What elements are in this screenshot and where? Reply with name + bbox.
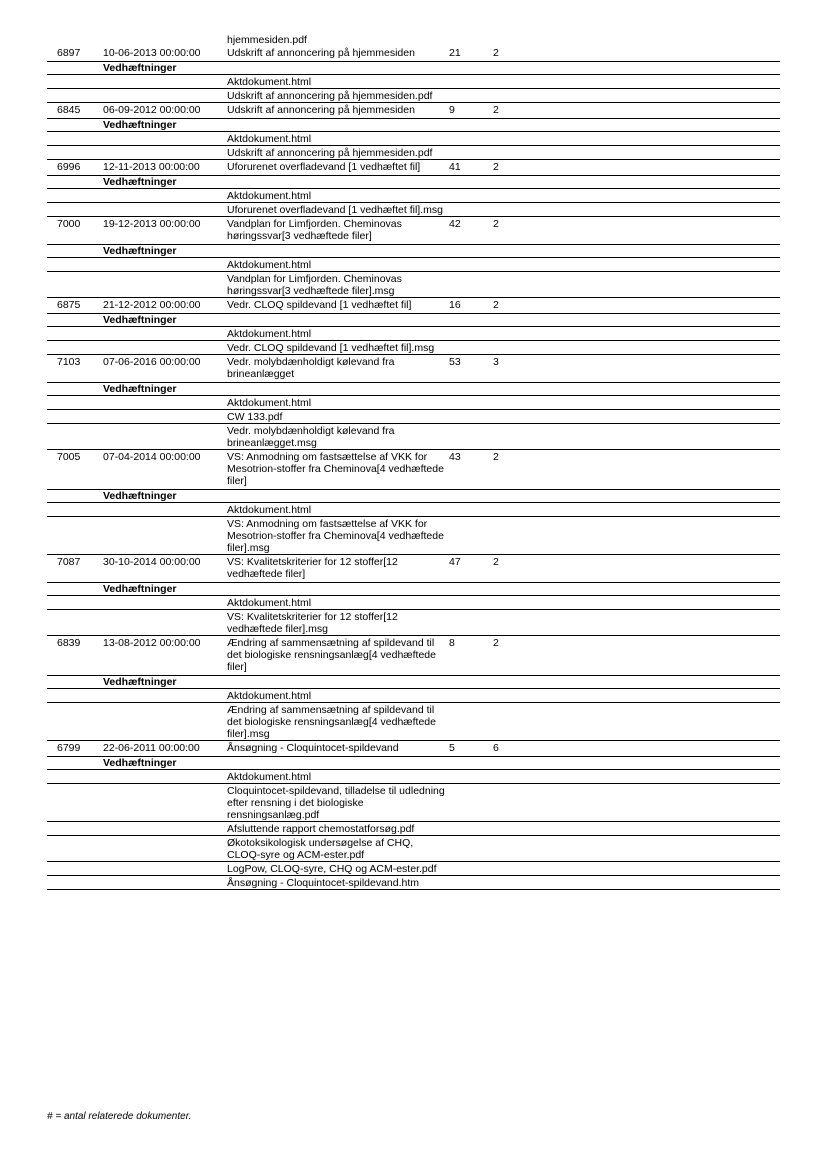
document-row — [47, 450, 780, 490]
document-row — [47, 46, 780, 62]
empty-cell — [449, 314, 493, 327]
empty-cell — [103, 836, 227, 862]
empty-cell — [493, 676, 780, 689]
empty-cell — [449, 596, 493, 610]
document-id: 7087 — [47, 555, 103, 583]
empty-cell — [449, 784, 493, 822]
empty-cell — [227, 62, 449, 75]
attachment-filename: Cloquintocet-spildevand, tilladelse til udledning efter rensning i det biologiske rensningsanlæg.pdf — [227, 784, 449, 822]
attachment-filename: Aktdokument.html — [227, 75, 449, 89]
related-count: 21 — [449, 46, 493, 62]
document-number: 2 — [493, 636, 780, 676]
empty-cell — [493, 189, 780, 203]
empty-cell — [103, 610, 227, 636]
empty-cell — [449, 503, 493, 517]
attachment-filename: Aktdokument.html — [227, 396, 449, 410]
related-count: 9 — [449, 103, 493, 119]
document-row — [47, 298, 780, 314]
attachments-header-row — [47, 245, 780, 258]
attachment-filename: CW 133.pdf — [227, 410, 449, 424]
document-id: 6897 — [47, 46, 103, 62]
document-number: 2 — [493, 217, 780, 245]
empty-cell — [47, 770, 103, 784]
document-number: 3 — [493, 355, 780, 383]
empty-cell — [493, 383, 780, 396]
attachment-filename: Aktdokument.html — [227, 503, 449, 517]
empty-cell — [493, 862, 780, 876]
document-date: 19-12-2013 00:00:00 — [103, 217, 227, 245]
empty-cell — [449, 490, 493, 503]
document-date: 10-06-2013 00:00:00 — [103, 46, 227, 62]
attachments-label: Vedhæftninger — [103, 119, 227, 132]
empty-cell — [449, 689, 493, 703]
empty-cell — [449, 822, 493, 836]
attachment-row — [47, 703, 780, 741]
attachments-header-row — [47, 176, 780, 189]
empty-cell — [47, 327, 103, 341]
attachment-row — [47, 410, 780, 424]
empty-cell — [493, 132, 780, 146]
document-id: 6845 — [47, 103, 103, 119]
empty-cell — [449, 189, 493, 203]
document-title: Ånsøgning - Cloquintocet-spildevand — [227, 741, 449, 757]
document-date: 22-06-2011 00:00:00 — [103, 741, 227, 757]
attachment-row — [47, 503, 780, 517]
empty-cell — [493, 272, 780, 298]
empty-cell — [493, 689, 780, 703]
document-number: 2 — [493, 555, 780, 583]
empty-cell — [493, 146, 780, 160]
empty-cell — [493, 503, 780, 517]
empty-cell — [449, 383, 493, 396]
empty-cell — [47, 132, 103, 146]
attachment-row — [47, 596, 780, 610]
attachment-filename: VS: Kvalitetskriterier for 12 stoffer[12 vedhæftede filer].msg — [227, 610, 449, 636]
documents-table-body — [47, 46, 780, 890]
attachments-header-row — [47, 676, 780, 689]
document-title: Vandplan for Limfjorden. Cheminovas høringssvar[3 vedhæftede filer] — [227, 217, 449, 245]
empty-cell — [449, 757, 493, 770]
empty-cell — [103, 503, 227, 517]
attachments-header-row — [47, 62, 780, 75]
empty-cell — [493, 314, 780, 327]
empty-cell — [47, 341, 103, 355]
empty-cell — [103, 689, 227, 703]
attachment-filename: Vandplan for Limfjorden. Cheminovas høringssvar[3 vedhæftede filer].msg — [227, 272, 449, 298]
attachment-filename: Ånsøgning - Cloquintocet-spildevand.htm — [227, 876, 449, 890]
attachments-label: Vedhæftninger — [103, 583, 227, 596]
empty-cell — [47, 583, 103, 596]
document-row — [47, 555, 780, 583]
attachments-label: Vedhæftninger — [103, 245, 227, 258]
attachments-header-row — [47, 119, 780, 132]
empty-cell — [47, 396, 103, 410]
document-id: 6799 — [47, 741, 103, 757]
attachment-filename: Udskrift af annoncering på hjemmesiden.pdf — [227, 89, 449, 103]
empty-cell — [47, 62, 103, 75]
attachment-filename: Økotoksikologisk undersøgelse af CHQ, CLOQ-syre og ACM-ester.pdf — [227, 836, 449, 862]
empty-cell — [493, 610, 780, 636]
empty-cell — [103, 396, 227, 410]
document-row — [47, 103, 780, 119]
empty-cell — [47, 822, 103, 836]
empty-cell — [103, 410, 227, 424]
empty-cell — [493, 396, 780, 410]
fragment-text: hjemmesiden.pdf — [227, 34, 307, 46]
empty-cell — [103, 189, 227, 203]
document-row — [47, 355, 780, 383]
empty-cell — [449, 424, 493, 450]
empty-cell — [493, 583, 780, 596]
attachments-label: Vedhæftninger — [103, 383, 227, 396]
empty-cell — [449, 341, 493, 355]
empty-cell — [449, 119, 493, 132]
document-number: 2 — [493, 298, 780, 314]
attachment-filename: Ændring af sammensætning af spildevand til det biologiske rensningsanlæg[4 vedhæftede filer].msg — [227, 703, 449, 741]
document-date: 06-09-2012 00:00:00 — [103, 103, 227, 119]
documents-table — [47, 46, 780, 890]
attachment-row — [47, 689, 780, 703]
document-row — [47, 217, 780, 245]
footnote: # = antal relaterede dokumenter. — [47, 1111, 192, 1122]
empty-cell — [103, 876, 227, 890]
attachments-label: Vedhæftninger — [103, 757, 227, 770]
empty-cell — [47, 784, 103, 822]
attachment-row — [47, 396, 780, 410]
empty-cell — [227, 490, 449, 503]
document-date: 12-11-2013 00:00:00 — [103, 160, 227, 176]
empty-cell — [493, 784, 780, 822]
document-number: 2 — [493, 450, 780, 490]
empty-cell — [103, 424, 227, 450]
empty-cell — [449, 676, 493, 689]
document-date: 07-04-2014 00:00:00 — [103, 450, 227, 490]
attachments-label: Vedhæftninger — [103, 676, 227, 689]
empty-cell — [493, 703, 780, 741]
document-table-container — [47, 34, 780, 890]
attachment-row — [47, 89, 780, 103]
empty-cell — [449, 62, 493, 75]
empty-cell — [227, 757, 449, 770]
attachment-row — [47, 784, 780, 822]
empty-cell — [47, 383, 103, 396]
empty-cell — [449, 862, 493, 876]
attachment-row — [47, 770, 780, 784]
attachment-filename: Aktdokument.html — [227, 596, 449, 610]
related-count: 53 — [449, 355, 493, 383]
related-count: 42 — [449, 217, 493, 245]
empty-cell — [449, 203, 493, 217]
attachment-filename: LogPow, CLOQ-syre, CHQ og ACM-ester.pdf — [227, 862, 449, 876]
empty-cell — [449, 396, 493, 410]
empty-cell — [103, 822, 227, 836]
empty-cell — [47, 876, 103, 890]
empty-cell — [47, 245, 103, 258]
empty-cell — [493, 410, 780, 424]
document-title: Ændring af sammensætning af spildevand til det biologiske rensningsanlæg[4 vedhæftede filer] — [227, 636, 449, 676]
empty-cell — [449, 703, 493, 741]
empty-cell — [493, 327, 780, 341]
empty-cell — [47, 689, 103, 703]
empty-cell — [493, 517, 780, 555]
document-row — [47, 636, 780, 676]
document-id: 6996 — [47, 160, 103, 176]
empty-cell — [493, 119, 780, 132]
empty-cell — [103, 596, 227, 610]
empty-cell — [103, 203, 227, 217]
empty-cell — [47, 176, 103, 189]
document-title: Vedr. CLOQ spildevand [1 vedhæftet fil] — [227, 298, 449, 314]
document-number: 6 — [493, 741, 780, 757]
empty-cell — [47, 503, 103, 517]
related-count: 5 — [449, 741, 493, 757]
empty-cell — [103, 327, 227, 341]
empty-cell — [227, 119, 449, 132]
attachments-header-row — [47, 490, 780, 503]
attachment-filename: Afsluttende rapport chemostatforsøg.pdf — [227, 822, 449, 836]
empty-cell — [493, 822, 780, 836]
empty-cell — [449, 327, 493, 341]
document-id: 7103 — [47, 355, 103, 383]
empty-cell — [449, 517, 493, 555]
document-title: Udskrift af annoncering på hjemmesiden — [227, 46, 449, 62]
empty-cell — [47, 424, 103, 450]
empty-cell — [47, 596, 103, 610]
empty-cell — [103, 770, 227, 784]
empty-cell — [493, 258, 780, 272]
empty-cell — [493, 876, 780, 890]
attachment-filename: Vedr. molybdænholdigt kølevand fra brineanlægget.msg — [227, 424, 449, 450]
empty-cell — [103, 341, 227, 355]
attachment-row — [47, 327, 780, 341]
document-number: 2 — [493, 160, 780, 176]
empty-cell — [493, 203, 780, 217]
empty-cell — [449, 410, 493, 424]
empty-cell — [47, 203, 103, 217]
attachment-row — [47, 132, 780, 146]
attachment-row — [47, 189, 780, 203]
empty-cell — [493, 62, 780, 75]
empty-cell — [493, 490, 780, 503]
empty-cell — [103, 75, 227, 89]
document-date: 13-08-2012 00:00:00 — [103, 636, 227, 676]
attachments-label: Vedhæftninger — [103, 176, 227, 189]
empty-cell — [227, 383, 449, 396]
empty-cell — [47, 862, 103, 876]
empty-cell — [47, 272, 103, 298]
empty-cell — [103, 703, 227, 741]
attachment-row — [47, 822, 780, 836]
related-count: 47 — [449, 555, 493, 583]
empty-cell — [493, 424, 780, 450]
empty-cell — [449, 75, 493, 89]
document-id: 7000 — [47, 217, 103, 245]
attachment-filename: Aktdokument.html — [227, 258, 449, 272]
document-title: Vedr. molybdænholdigt kølevand fra brineanlægget — [227, 355, 449, 383]
attachment-row — [47, 876, 780, 890]
document-date: 21-12-2012 00:00:00 — [103, 298, 227, 314]
empty-cell — [449, 146, 493, 160]
empty-cell — [47, 89, 103, 103]
empty-cell — [47, 610, 103, 636]
attachment-row — [47, 517, 780, 555]
attachments-header-row — [47, 757, 780, 770]
document-title: Uforurenet overfladevand [1 vedhæftet fil] — [227, 160, 449, 176]
attachment-row — [47, 272, 780, 298]
empty-cell — [493, 770, 780, 784]
attachment-filename: Aktdokument.html — [227, 770, 449, 784]
document-number: 2 — [493, 46, 780, 62]
attachment-row — [47, 146, 780, 160]
document-title: Udskrift af annoncering på hjemmesiden — [227, 103, 449, 119]
empty-cell — [47, 757, 103, 770]
empty-cell — [493, 89, 780, 103]
attachment-row — [47, 836, 780, 862]
empty-cell — [449, 583, 493, 596]
attachment-row — [47, 75, 780, 89]
empty-cell — [103, 272, 227, 298]
related-count: 41 — [449, 160, 493, 176]
document-row — [47, 160, 780, 176]
empty-cell — [493, 596, 780, 610]
empty-cell — [103, 784, 227, 822]
empty-cell — [47, 676, 103, 689]
attachments-label: Vedhæftninger — [103, 490, 227, 503]
attachments-header-row — [47, 583, 780, 596]
empty-cell — [47, 314, 103, 327]
attachments-header-row — [47, 383, 780, 396]
empty-cell — [103, 862, 227, 876]
attachment-filename: Aktdokument.html — [227, 689, 449, 703]
empty-cell — [493, 341, 780, 355]
empty-cell — [47, 703, 103, 741]
attachment-row — [47, 862, 780, 876]
empty-cell — [449, 245, 493, 258]
attachments-label: Vedhæftninger — [103, 62, 227, 75]
empty-cell — [103, 146, 227, 160]
empty-cell — [449, 610, 493, 636]
related-count: 43 — [449, 450, 493, 490]
empty-cell — [47, 517, 103, 555]
empty-cell — [449, 176, 493, 189]
document-title: VS: Kvalitetskriterier for 12 stoffer[12 vedhæftede filer] — [227, 555, 449, 583]
document-number: 2 — [493, 103, 780, 119]
related-count: 8 — [449, 636, 493, 676]
document-id: 7005 — [47, 450, 103, 490]
empty-cell — [449, 89, 493, 103]
attachment-filename: Aktdokument.html — [227, 132, 449, 146]
empty-cell — [103, 517, 227, 555]
empty-cell — [449, 132, 493, 146]
empty-cell — [493, 757, 780, 770]
document-id: 6839 — [47, 636, 103, 676]
empty-cell — [47, 258, 103, 272]
attachment-row — [47, 203, 780, 217]
empty-cell — [227, 583, 449, 596]
empty-cell — [493, 245, 780, 258]
empty-cell — [493, 75, 780, 89]
attachment-filename: Aktdokument.html — [227, 189, 449, 203]
empty-cell — [227, 676, 449, 689]
empty-cell — [103, 132, 227, 146]
empty-cell — [47, 490, 103, 503]
empty-cell — [227, 314, 449, 327]
attachments-label: Vedhæftninger — [103, 314, 227, 327]
attachment-filename: Aktdokument.html — [227, 327, 449, 341]
document-row — [47, 741, 780, 757]
attachment-filename: Udskrift af annoncering på hjemmesiden.pdf — [227, 146, 449, 160]
empty-cell — [493, 176, 780, 189]
empty-cell — [493, 836, 780, 862]
empty-cell — [449, 876, 493, 890]
document-title: VS: Anmodning om fastsættelse af VKK for Mesotrion-stoffer fra Cheminova[4 vedhæftede filer] — [227, 450, 449, 490]
empty-cell — [103, 89, 227, 103]
attachment-filename: VS: Anmodning om fastsættelse af VKK for Mesotrion-stoffer fra Cheminova[4 vedhæftede filer].msg — [227, 517, 449, 555]
related-count: 16 — [449, 298, 493, 314]
empty-cell — [47, 75, 103, 89]
empty-cell — [227, 176, 449, 189]
attachment-filename: Vedr. CLOQ spildevand [1 vedhæftet fil].msg — [227, 341, 449, 355]
document-date: 07-06-2016 00:00:00 — [103, 355, 227, 383]
empty-cell — [227, 245, 449, 258]
attachment-row — [47, 341, 780, 355]
empty-cell — [449, 258, 493, 272]
attachment-row — [47, 610, 780, 636]
attachment-row — [47, 258, 780, 272]
document-id: 6875 — [47, 298, 103, 314]
empty-cell — [47, 836, 103, 862]
empty-cell — [449, 770, 493, 784]
attachment-filename: Uforurenet overfladevand [1 vedhæftet fil].msg — [227, 203, 449, 217]
empty-cell — [47, 119, 103, 132]
empty-cell — [47, 189, 103, 203]
attachments-header-row — [47, 314, 780, 327]
attachment-row — [47, 424, 780, 450]
empty-cell — [103, 258, 227, 272]
continued-attachment-fragment — [47, 34, 780, 46]
empty-cell — [449, 836, 493, 862]
document-date: 30-10-2014 00:00:00 — [103, 555, 227, 583]
empty-cell — [47, 146, 103, 160]
empty-cell — [47, 410, 103, 424]
empty-cell — [449, 272, 493, 298]
